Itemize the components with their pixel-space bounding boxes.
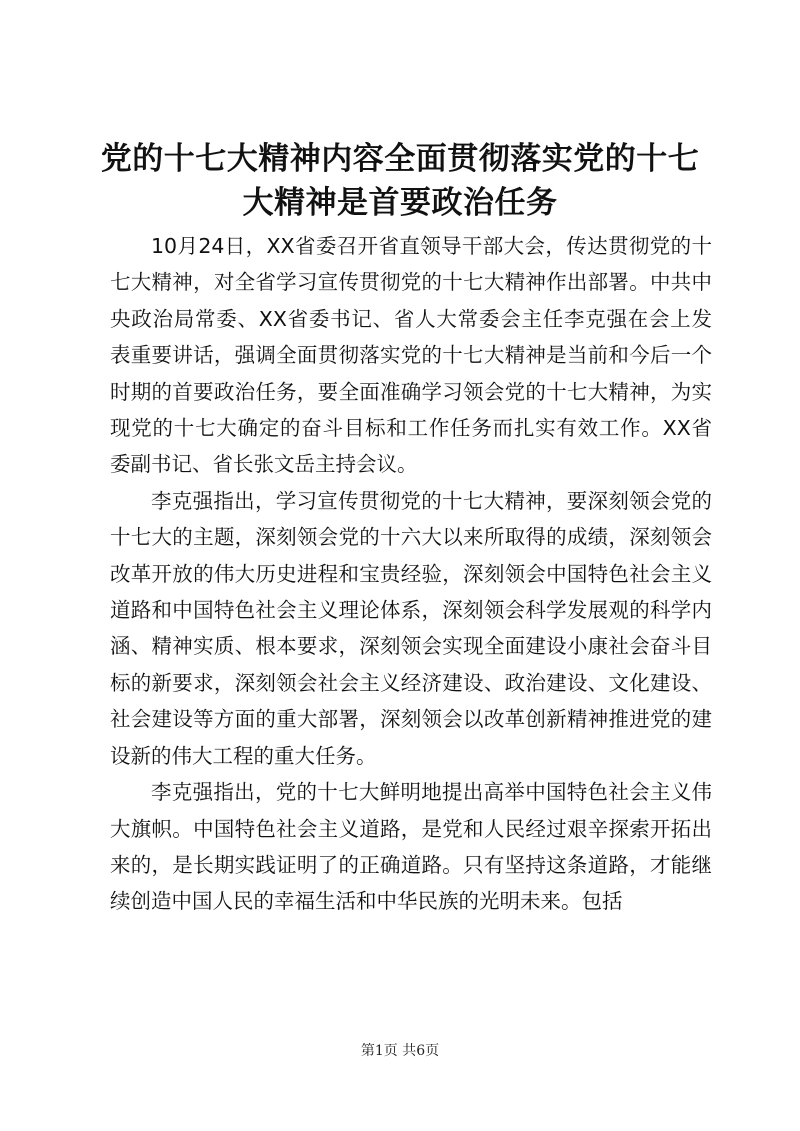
paragraph-1: 10月24日，XX省委召开省直领导干部大会，传达贯彻党的十七大精神，对全省学习宣传贯彻党的十七大精神作出部署。中共中央政治局常委、XX省委书记、省人大常委会主任李克强在会上发表重要讲话，强调全面贯彻落实党的十七大精神是当前和今后一个时期的首要政治任务，要全面准确学习领会党的十七大精神，为实现党的十七大确定的奋斗目标和工作任务而扎实有效工作。XX省委副书记、省长张文岳主持会议。	[110, 234, 712, 477]
document-title: 党的十七大精神内容全面贯彻落实党的十七大精神是首要政治任务	[100, 141, 700, 221]
paragraph-3: 李克强指出，党的十七大鲜明地提出高举中国特色社会主义伟大旗帜。中国特色社会主义道路，是党和人民经过艰辛探索开拓出来的，是长期实践证明了的正确道路。只有坚持这条道路，才能继续创造中国人民的幸福生活和中华民族的光明未来。包括	[110, 780, 712, 914]
document-body	[110, 228, 712, 920]
page-footer: 第1页 共6页	[360, 1043, 440, 1059]
paragraph-2: 李克强指出，学习宣传贯彻党的十七大精神，要深刻领会党的十七大的主题，深刻领会党的十六大以来所取得的成绩，深刻领会改革开放的伟大历史进程和宝贵经验，深刻领会中国特色社会主义道路和中国特色社会主义理论体系，深刻领会科学发展观的科学内涵、精神实质、根本要求，深刻领会实现全面建设小康社会奋斗目标的新要求，深刻领会社会主义经济建设、政治建设、文化建设、社会建设等方面的重大部署，深刻领会以改革创新精神推进党的建设新的伟大工程的重大任务。	[110, 488, 712, 768]
